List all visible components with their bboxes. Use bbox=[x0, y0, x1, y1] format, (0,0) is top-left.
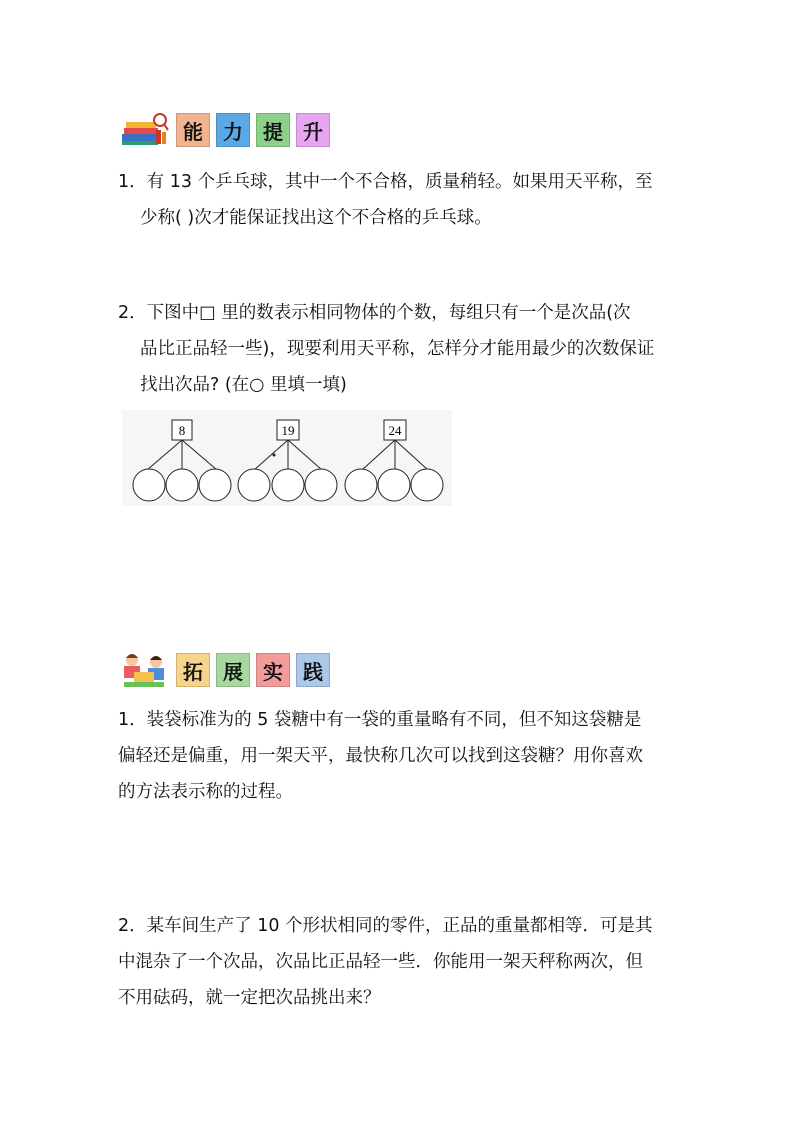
tree-diagram-svg bbox=[122, 410, 452, 506]
question-line: 偏轻还是偏重，用一架天平，最快称几次可以找到这袋糖？用你喜欢 bbox=[118, 746, 643, 766]
answer-circle[interactable] bbox=[133, 469, 165, 501]
section2-title-char-4: 践 bbox=[296, 653, 330, 687]
grouping-diagram bbox=[122, 410, 452, 506]
section1-title-char-4: 升 bbox=[296, 113, 330, 147]
section2-title-char-1: 拓 bbox=[176, 653, 210, 687]
number-box-2-value: 19 bbox=[281, 423, 295, 438]
section1-title-char-3: 提 bbox=[256, 113, 290, 147]
section1-question-1 bbox=[118, 164, 698, 236]
section2-title-char-3: 实 bbox=[256, 653, 290, 687]
question-line: 少称( )次才能保证找出这个不合格的乒乓球。 bbox=[140, 208, 492, 228]
answer-circle[interactable] bbox=[166, 469, 198, 501]
section2-question-2 bbox=[118, 908, 698, 1016]
question-line: 品比正品轻一些)，现要利用天平称，怎样分才能用最少的次数保证 bbox=[140, 339, 655, 359]
answer-circle[interactable] bbox=[238, 469, 270, 501]
section1-title-char-2: 力 bbox=[216, 113, 250, 147]
question-line: 找出次品? (在○ 里填一填) bbox=[140, 375, 347, 395]
answer-circle[interactable] bbox=[199, 469, 231, 501]
section2-question-1 bbox=[118, 702, 698, 810]
section1-header bbox=[120, 110, 336, 150]
question-line: 不用砝码，就一定把次品挑出来？ bbox=[118, 988, 381, 1008]
question-line: 中混杂了一个次品，次品比正品轻一些．你能用一架天秤称两次，但 bbox=[118, 952, 643, 972]
reading-kids-icon bbox=[120, 650, 170, 690]
section1-title-char-1: 能 bbox=[176, 113, 210, 147]
number-box-1-value: 8 bbox=[178, 423, 186, 438]
question-line: 1．有 13 个乒乓球，其中一个不合格，质量稍轻。如果用天平称，至 bbox=[118, 172, 653, 192]
section2-title-char-2: 展 bbox=[216, 653, 250, 687]
answer-circle[interactable] bbox=[411, 469, 443, 501]
question-line: 2．下图中□ 里的数表示相同物体的个数，每组只有一个是次品(次 bbox=[118, 303, 631, 323]
answer-circle[interactable] bbox=[305, 469, 337, 501]
question-line: 的方法表示称的过程。 bbox=[118, 782, 293, 802]
section2-header bbox=[120, 650, 336, 690]
answer-circle[interactable] bbox=[272, 469, 304, 501]
number-box-3-value: 24 bbox=[388, 423, 402, 438]
answer-circle[interactable] bbox=[378, 469, 410, 501]
books-icon bbox=[120, 110, 170, 150]
section1-question-2 bbox=[118, 295, 698, 403]
question-line: 2．某车间生产了 10 个形状相同的零件，正品的重量都相等．可是其 bbox=[118, 916, 653, 936]
answer-circle[interactable] bbox=[345, 469, 377, 501]
question-line: 1．装袋标准为的 5 袋糖中有一袋的重量略有不同，但不知这袋糖是 bbox=[118, 710, 642, 730]
